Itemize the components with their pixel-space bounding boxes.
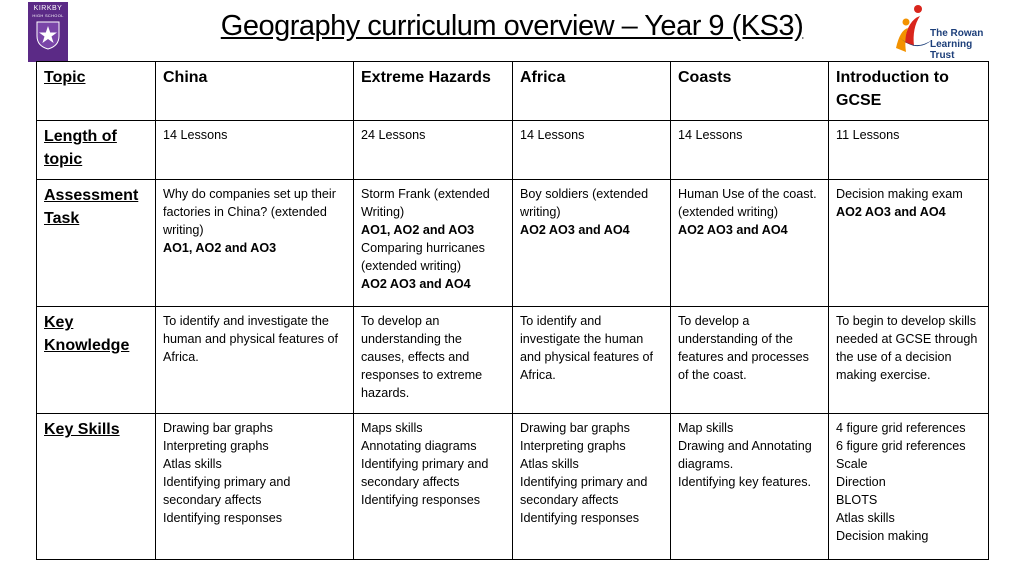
skill-item: Maps skills bbox=[361, 421, 423, 435]
length-cell: 11 Lessons bbox=[829, 121, 989, 180]
assessment-text: Boy soldiers (extended writing) bbox=[520, 187, 649, 219]
skill-item: Identifying responses bbox=[163, 511, 283, 525]
length-cell: 24 Lessons bbox=[354, 121, 513, 180]
skills-cell bbox=[156, 414, 354, 560]
length-cell: 14 Lessons bbox=[671, 121, 829, 180]
skill-item: 4 figure grid references bbox=[836, 421, 966, 435]
skill-item: Identifying primary and secondary affects bbox=[163, 475, 291, 507]
skill-item: Identifying key features. bbox=[678, 475, 812, 489]
skill-item: Atlas skills bbox=[520, 457, 579, 471]
skill-item: Map skills bbox=[678, 421, 734, 435]
table-row-length bbox=[37, 121, 989, 180]
skill-item: Identifying responses bbox=[361, 493, 481, 507]
skill-item: Direction bbox=[836, 475, 886, 489]
school-logo-text: KIRKBY bbox=[33, 5, 63, 12]
assessment-cell bbox=[671, 180, 829, 307]
topic-cell: Africa bbox=[513, 62, 671, 121]
row-label-length: Length of topic bbox=[37, 121, 156, 180]
skills-cell bbox=[829, 414, 989, 560]
trust-logo-line1: The Rowan bbox=[930, 28, 984, 39]
assessment-objectives: AO2 AO3 and AO4 bbox=[361, 277, 471, 291]
knowledge-cell: To identify and investigate the human and physical features of Africa. bbox=[156, 307, 354, 414]
skill-item: Drawing bar graphs bbox=[520, 421, 630, 435]
row-label-assessment: Assessment Task bbox=[37, 180, 156, 307]
row-label-topic: Topic bbox=[37, 62, 156, 121]
skill-item: Decision making bbox=[836, 529, 929, 543]
skill-item: Atlas skills bbox=[836, 511, 895, 525]
trust-logo-line2: Learning Trust bbox=[930, 39, 973, 61]
assessment-text: Comparing hurricanes (extended writing) bbox=[361, 241, 485, 273]
skill-item: Scale bbox=[836, 457, 868, 471]
assessment-text: Storm Frank (extended Writing) bbox=[361, 187, 490, 219]
topic-cell: China bbox=[156, 62, 354, 121]
skill-item: BLOTS bbox=[836, 493, 878, 507]
skill-item: Identifying responses bbox=[520, 511, 640, 525]
assessment-objectives: AO1, AO2 and AO3 bbox=[361, 223, 475, 237]
skill-item: Identifying primary and secondary affects bbox=[520, 475, 648, 507]
knowledge-cell: To develop an understanding the causes, effects and responses to extreme hazards. bbox=[354, 307, 513, 414]
assessment-cell bbox=[829, 180, 989, 307]
length-cell: 14 Lessons bbox=[513, 121, 671, 180]
skill-item: Drawing bar graphs bbox=[163, 421, 273, 435]
trust-logo bbox=[894, 2, 998, 61]
assessment-cell bbox=[156, 180, 354, 307]
school-logo-subtext: HIGH SCHOOL bbox=[32, 13, 64, 18]
skills-cell bbox=[513, 414, 671, 560]
curriculum-table bbox=[36, 61, 989, 560]
assessment-objectives: AO2 AO3 and AO4 bbox=[520, 223, 630, 237]
trust-figures-icon bbox=[894, 2, 934, 56]
assessment-text: Human Use of the coast. (extended writing) bbox=[678, 187, 817, 219]
skill-item: Atlas skills bbox=[163, 457, 222, 471]
row-label-knowledge: Key Knowledge bbox=[37, 307, 156, 414]
assessment-objectives: AO1, AO2 and AO3 bbox=[163, 241, 277, 255]
table-row-topic bbox=[37, 62, 989, 121]
skill-item: Identifying primary and secondary affects bbox=[361, 457, 489, 489]
assessment-cell bbox=[354, 180, 513, 307]
length-cell: 14 Lessons bbox=[156, 121, 354, 180]
trust-logo-text bbox=[930, 28, 998, 61]
table-row-skills bbox=[37, 414, 989, 560]
skill-item: Drawing and Annotating diagrams. bbox=[678, 439, 812, 471]
row-label-skills: Key Skills bbox=[37, 414, 156, 560]
topic-cell: Introduction to GCSE bbox=[829, 62, 989, 121]
assessment-cell bbox=[513, 180, 671, 307]
skills-cell bbox=[354, 414, 513, 560]
skill-item: 6 figure grid references bbox=[836, 439, 966, 453]
knowledge-cell: To develop a understanding of the features and processes of the coast. bbox=[671, 307, 829, 414]
skill-item: Interpreting graphs bbox=[520, 439, 626, 453]
assessment-text: Why do companies set up their factories in China? (extended writing) bbox=[163, 187, 336, 237]
skill-item: Annotating diagrams bbox=[361, 439, 477, 453]
knowledge-cell: To identify and investigate the human and physical features of Africa. bbox=[513, 307, 671, 414]
assessment-objectives: AO2 AO3 and AO4 bbox=[836, 205, 946, 219]
knowledge-cell: To begin to develop skills needed at GCSE through the use of a decision making exercise. bbox=[829, 307, 989, 414]
skill-item: Interpreting graphs bbox=[163, 439, 269, 453]
assessment-objectives: AO2 AO3 and AO4 bbox=[678, 223, 788, 237]
topic-cell: Coasts bbox=[671, 62, 829, 121]
table-row-assessment bbox=[37, 180, 989, 307]
assessment-text: Decision making exam bbox=[836, 187, 963, 201]
table-row-knowledge bbox=[37, 307, 989, 414]
page-title: Geography curriculum overview – Year 9 (KS3) bbox=[220, 10, 804, 42]
skills-cell bbox=[671, 414, 829, 560]
topic-cell: Extreme Hazards bbox=[354, 62, 513, 121]
